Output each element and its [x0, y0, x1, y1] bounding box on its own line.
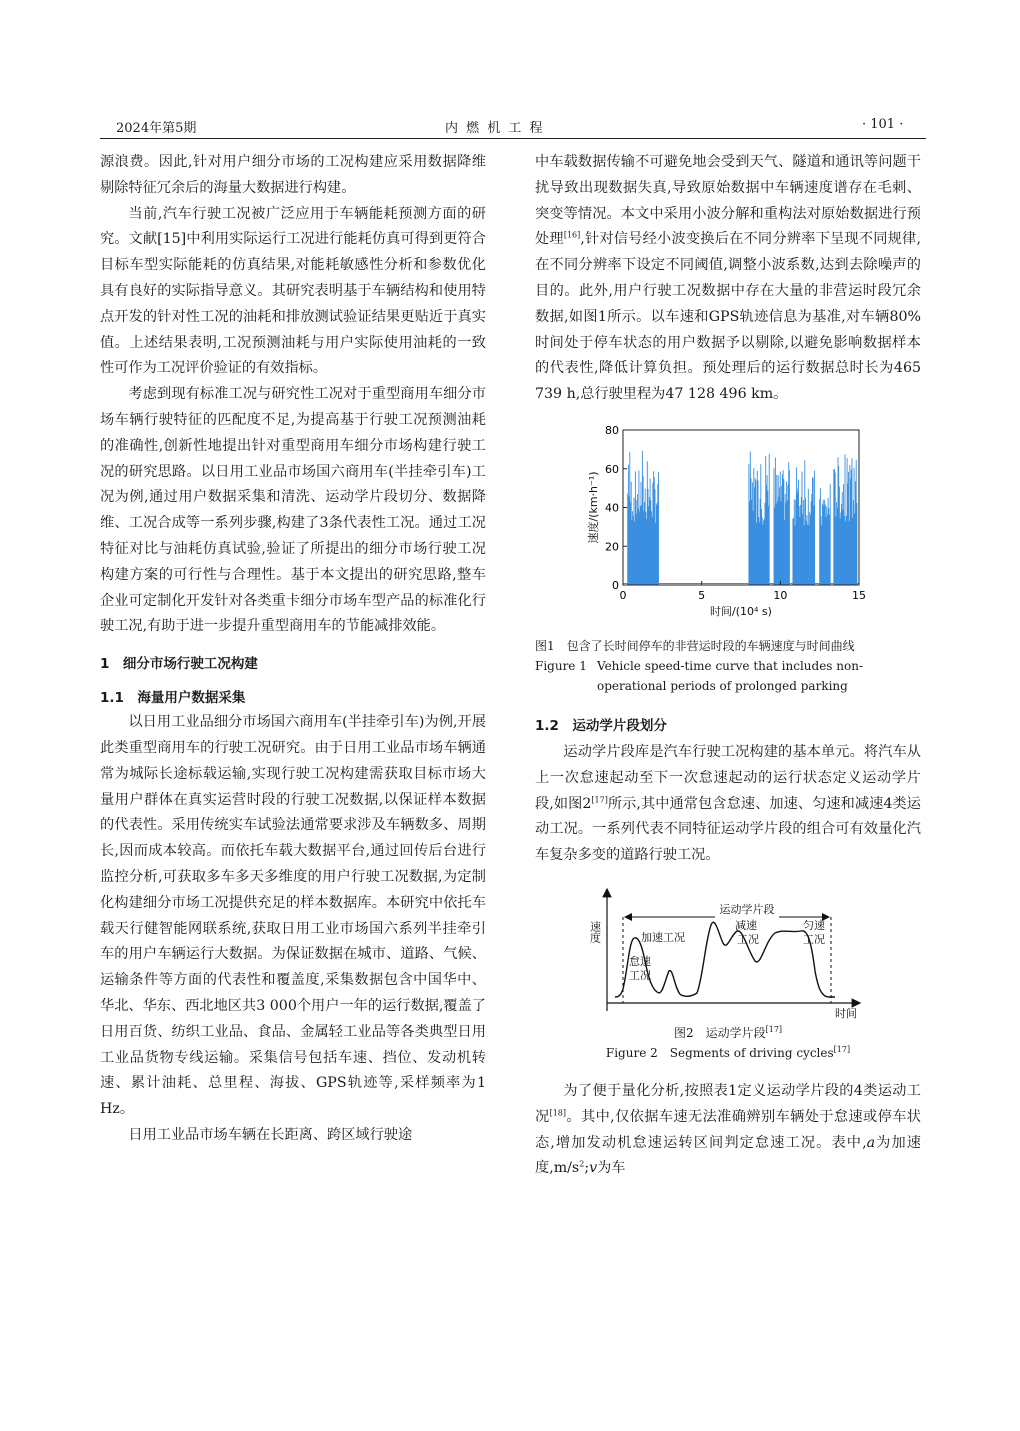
- page-number: · 101 ·: [862, 117, 904, 132]
- citation: [16]: [563, 230, 581, 240]
- active-period-4: [793, 460, 815, 585]
- segment-label: 运动学片段: [719, 902, 775, 916]
- const-label: 匀速: [803, 918, 825, 932]
- figure2-caption-en: Figure 2 Segments of driving cycles[17]: [605, 1044, 851, 1060]
- speed-bar: [749, 451, 769, 585]
- active-period-2: [749, 451, 769, 585]
- const-label: 工况: [803, 932, 825, 946]
- speed-bar: [628, 451, 659, 585]
- speed-bar: [834, 454, 857, 585]
- speed-bar: [820, 484, 831, 585]
- y-tick-label: 20: [605, 540, 619, 554]
- citation: [17]: [591, 794, 608, 804]
- x-axis-label: 时间/(10⁴ s): [710, 604, 772, 618]
- issue-label: 2024年第5期: [116, 121, 197, 136]
- active-period-1: [628, 451, 659, 585]
- x-tick-label: 15: [852, 588, 866, 602]
- subsection-heading: 1.2 运动学片段划分: [535, 717, 667, 734]
- citation: [18]: [549, 1108, 567, 1118]
- y-tick-label: 60: [605, 462, 619, 476]
- right-column: [535, 150, 921, 1182]
- y-tick-label: 80: [605, 423, 619, 437]
- y-tick-label: 40: [605, 501, 619, 515]
- accel-label: 加速工况: [641, 930, 685, 944]
- figure1-caption-cn: 图1 包含了长时间停车的非营运时段的车辆速度与时间曲线: [535, 638, 855, 653]
- decel-label: 工况: [737, 932, 759, 946]
- y-axis-label: 速度: [588, 920, 602, 943]
- paragraph: 当前,汽车行驶工况被广泛应用于车辆能耗预测方面的研究。文献[15]中利用实际运行工况进行能耗仿真可得到更符合目标车型实际能耗的仿真结果,对能耗敏感性分析和参数优化具有良好的实际指导意义。其研究表明基于车辆结构和使用特点开发的针对性工况的油耗和排放测试验证结果更贴近于真实值。上述结果表明,工况预测油耗与用户实际使用油耗的一致性可作为工况评价验证的有效指标。: [100, 205, 486, 377]
- x-tick-label: 10: [773, 588, 788, 602]
- x-tick-label: 5: [698, 588, 706, 602]
- subsection-heading: 1.1 海量用户数据采集: [100, 690, 246, 707]
- paragraph: 运动学片段库是汽车行驶工况构建的基本单元。将汽车从上一次怠速起动至下一次怠速起动的运行状态定义运动学片段,如图2[17]所示,其中通常包含怠速、加速、匀速和减速4类运动工况。一系列代表不同特征运动学片段的组合可有效量化汽车复杂多变的道路行驶工况。: [535, 743, 921, 864]
- driving-cycle-diagram: [535, 881, 921, 1019]
- speed-bar: [774, 457, 789, 585]
- section-heading: 1 细分市场行驶工况构建: [100, 656, 258, 673]
- y-tick-label: 0: [612, 578, 619, 592]
- x-tick-label: 0: [619, 588, 627, 602]
- left-column: [100, 150, 486, 1149]
- paragraph: 日用工业品市场车辆在长距离、跨区域行驶途: [128, 1126, 413, 1143]
- y-axis-label: 速度/(km·h⁻¹): [587, 471, 600, 544]
- paragraph: 以日用工业品细分市场国六商用车(半挂牵引车)为例,开展此类重型商用车的行驶工况研究。由于日用工业品市场车辆通常为城际长途标载运输,实现行驶工况构建需获取目标市场大量用户群体在真实运营时段的行驶工况数据,以保证样本数据的代表性。采用传统实车试验法通常要求涉及车辆数多、周期长,因而成本较高。而依托车载大数据平台,通过回传后台进行监控分析,可获取多车多天多维度的用户行驶工况数据,为定制化构建细分市场工况提供充足的样本数据库。本研究中依托车载天行健智能网联系统,获取日用工业市场国六系列半挂牵引车的用户车辆运行大数据。为保证数据在城市、道路、气候、运输条件等方面的代表性和覆盖度,采集数据包含中国华中、华北、华东、西北地区共3 000个用户一年的运行数据,覆盖了日用百货、纺织工业品、食品、金属轻工业品等各类典型日用工业品货物专线运输。采集信号包括车速、挡位、发动机转速、累计油耗、总里程、海拔、GPS轨迹等,采样频率为1 Hz。: [100, 714, 486, 1118]
- active-period-3: [774, 457, 789, 585]
- figure1-caption-en: Figure 1 Vehicle speed-time curve that includes non-operational periods of prolonged parking: [535, 658, 864, 693]
- idle-label: 怠速: [629, 954, 651, 968]
- decel-label: 减速: [735, 918, 757, 932]
- paragraph: 为了便于量化分析,按照表1定义运动学片段的4类运动工况[18]。其中,仅依据车速无法准确辨别车辆处于怠速或停车状态,增加发动机怠速运转区间判定怠速工况。表中,a为加速度$,m/s^2;v$为车: [535, 1082, 921, 1177]
- active-period-5: [820, 484, 831, 585]
- paragraph: 源浪费。因此,针对用户细分市场的工况构建应采用数据降维剔除特征冗余后的海量大数据进行构建。: [100, 154, 486, 196]
- speed-time-chart: [535, 422, 921, 622]
- header-rule: [100, 138, 926, 139]
- figure2-caption-cn: 图2 运动学片段[17]: [673, 1024, 783, 1040]
- paragraph: 考虑到现有标准工况与研究性工况对于重型商用车细分市场车辆行驶特征的匹配度不足,为提高基于行驶工况预测油耗的准确性,创新性地提出针对重型商用车细分市场构建行驶工况的研究思路。以日用工业品市场国六商用车(半挂牵引车)工况为例,通过用户数据采集和清洗、运动学片段切分、数据降维、工况合成等一系列步骤,构建了3条代表性工况。通过工况特征对比与油耗仿真试验,验证了所提出的细分市场行驶工况构建方案的可行性与合理性。基于本文提出的研究思路,整车企业可定制化开发针对各类重卡细分市场车型产品的标准化行驶工况,有助于进一步提升重型商用车的节能减排效能。: [100, 386, 486, 635]
- active-period-6: [834, 454, 857, 585]
- paragraph: 中车载数据传输不可避免地会受到天气、隧道和通讯等问题干扰导致出现数据失真,导致原始数据中车辆速度谱存在毛刺、突变等情况。本文中采用小波分解和重构法对原始数据进行预处理[16],针对信号经小波变换后在不同分辨率下呈现不同规律,在不同分辨率下设定不同阈值,调整小波系数,达到去除噪声的目的。此外,用户行驶工况数据中存在大量的非营运时段冗余数据,如图1所示。以车速和GPS轨迹信息为基准,对车辆80%时间处于停车状态的用户数据予以剔除,以避免影响数据样本的代表性,降低计算负担。预处理后的运行数据总时长为465 739 h,总行驶里程为47 128 496 km。: [535, 154, 921, 403]
- speed-bars: [623, 451, 859, 585]
- speed-bar: [793, 460, 815, 585]
- x-axis-label: 时间: [835, 1006, 857, 1019]
- idle-label: 工况: [629, 968, 651, 982]
- figure1-caption: [535, 636, 921, 696]
- journal-title: 内 燃 机 工 程: [445, 121, 545, 136]
